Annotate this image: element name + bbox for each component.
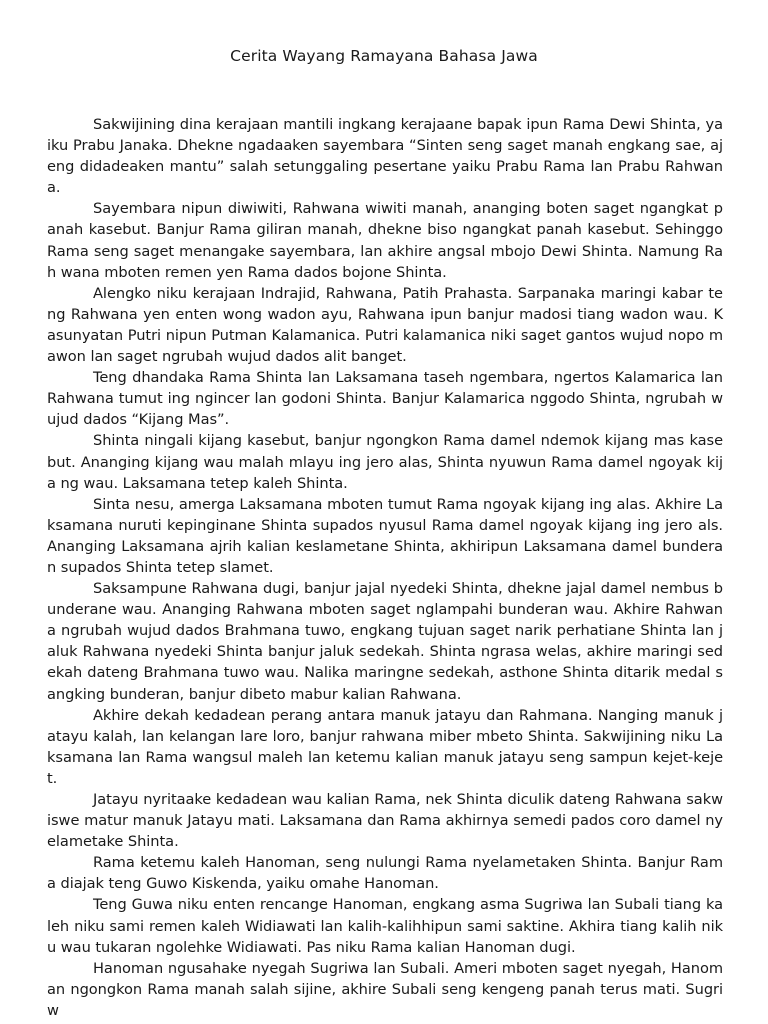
document-title: Cerita Wayang Ramayana Bahasa Jawa: [230, 47, 538, 65]
paragraph: Hanoman ngusahake nyegah Sugriwa lan Subali. Ameri mboten saget nyegah, Hanom an ngongkon Rama manah salah sijine, akhire Subali seng kengeng panah terus mati. Sugriw: [47, 959, 723, 1019]
paragraph: Alengko niku kerajaan Indrajid, Rahwana, Patih Prahasta. Sarpanaka maringi kabar te ng Rahwana yen enten wong wadon ayu, Rahwana ipun banjur madosi tiang wadon wau. K asunyatan Putri nipun Putman Kalamanica. Putri kalamanica niki saget gantos wujud nopo mawon lan saget ngrubah wujud dados alit banget.: [47, 284, 723, 366]
paragraph: Jatayu nyritaake kedadean wau kalian Rama, nek Shinta diculik dateng Rahwana sakw iswe matur manuk Jatayu mati. Laksamana dan Rama akhirnya semedi pados coro damel ny elametake Shinta.: [47, 791, 723, 851]
paragraph: Teng dhandaka Rama Shinta lan Laksamana taseh ngembara, ngertos Kalamarica lan Rahwana tumut ing ngincer lan godoni Shinta. Banjur Kalamarica nggodo Shinta, ngrubah w ujud dados “Kijang Mas”.: [47, 369, 723, 429]
paragraph: Akhire dekah kedadean perang antara manuk jatayu dan Rahmana. Nanging manuk j atayu kalah, lan kelangan lare loro, banjur rahwana miber mbeto Shinta. Sakwijining niku La ksamana lan Rama wangsul maleh lan ketemu kalian manuk jatayu seng sampun kejet-kejet.: [47, 706, 723, 787]
paragraph: Teng Guwa niku enten rencange Hanoman, engkang asma Sugriwa lan Subali tiang ka leh niku sami remen kaleh Widiawati lan kalih-kalihhipun sami saktine. Akhira tiang kalih nik u wau tukaran ngolehke Widiawati. Pas niku Rama kalian Hanoman dugi.: [47, 896, 723, 956]
paragraph: Rama ketemu kaleh Hanoman, seng nulungi Rama nyelametaken Shinta. Banjur Ram a diajak teng Guwo Kiskenda, yaiku omahe Hanoman.: [47, 854, 723, 893]
paragraph: Sakwijining dina kerajaan mantili ingkang kerajaane bapak ipun Rama Dewi Shinta, ya iku Prabu Janaka. Dhekne ngadaaken sayembara “Sinten seng saget manah engkang sae, aj eng didadeaken mantu” salah setunggaling pesertane yaiku Prabu Rama lan Prabu Rahwana.: [47, 116, 723, 197]
paragraph: Shinta ningali kijang kasebut, banjur ngongkon Rama damel ndemok kijang mas kase but. Ananging kijang wau malah mlayu ing jero alas, Shinta nyuwun Rama damel ngoyak kija ng wau. Laksamana tetep kaleh Shinta.: [47, 432, 723, 492]
paragraph: Saksampune Rahwana dugi, banjur jajal nyedeki Shinta, dhekne jajal damel nembus b underane wau. Ananging Rahwana mboten saget nglampahi bunderan wau. Akhire Rahwan a ngrubah wujud dados Brahmana tuwo, engkang tujuan saget narik perhatiane Shinta lan j aluk Rahwana nyedeki Shinta banjur jaluk sedekah. Shinta ngrasa welas, akhire maringi sed ekah dateng Brahmana tuwo wau. Nalika maringne sedekah, asthone Shinta ditarik medal s angking bunderan, banjur dibeto mabur kalian Rahwana.: [47, 580, 723, 703]
paragraph: Sayembara nipun diwiwiti, Rahwana wiwiti manah, ananging boten saget ngangkat p anah kasebut. Banjur Rama giliran manah, dhekne biso ngangkat panah kasebut. Sehinggo Rama seng saget menangake sayembara, lan akhire angsal mbojo Dewi Shinta. Namung Rah wana mboten remen yen Rama dados bojone Shinta.: [47, 200, 723, 281]
document-body: [47, 114, 723, 1021]
paragraph: Sinta nesu, amerga Laksamana mboten tumut Rama ngoyak kijang ing alas. Akhire La ksamana nuruti kepinginane Shinta supados nyusul Rama damel ngoyak kijang ing jero als. Ananging Laksamana ajrih kalian keslametane Shinta, akhiripun Laksamana damel bundera n supados Shinta tetep slamet.: [47, 495, 723, 576]
